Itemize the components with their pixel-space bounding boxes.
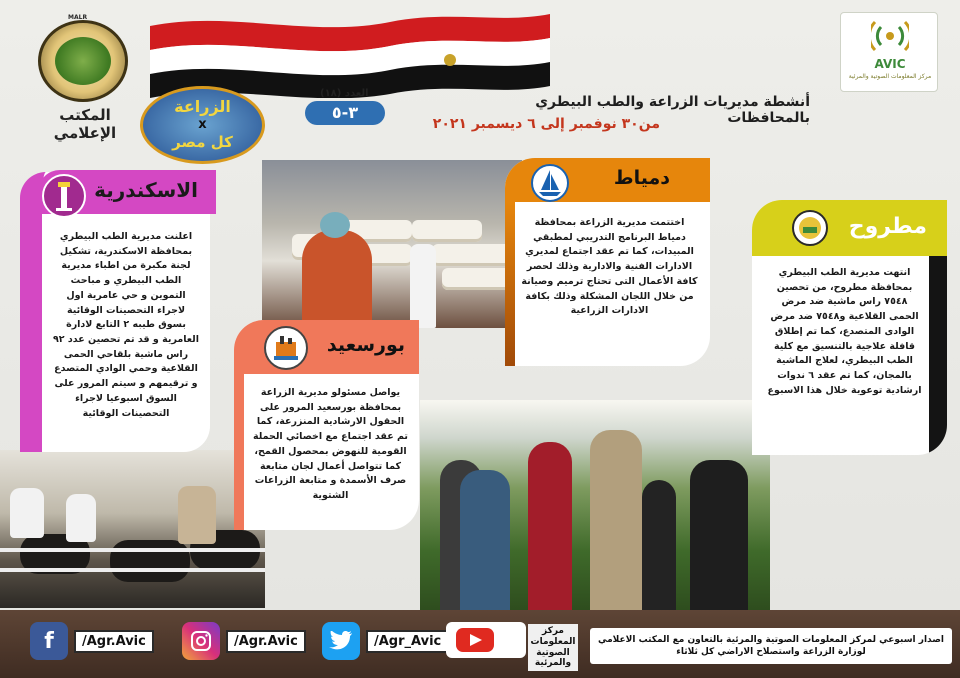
alexandria-header [38, 170, 216, 214]
slogan-x: x [198, 117, 207, 132]
avic-name: AVIC [874, 57, 906, 71]
twitter-icon [322, 622, 360, 660]
ministry-logo-text: MALR [68, 14, 88, 21]
matrouh-title: مطروح [848, 214, 927, 239]
instagram-handle[interactable]: /Agr.Avic [226, 630, 306, 653]
lighthouse-icon [42, 174, 86, 218]
portsaid-title: بورسعيد [326, 334, 405, 356]
damietta-header [505, 158, 710, 202]
page-title: أنشطة مديريات الزراعة والطب البيطري بالمحافظات [535, 94, 810, 126]
issue-number-badge: ٣-٥ [305, 101, 385, 125]
twitter-link[interactable] [322, 620, 449, 662]
footer-text: اصدار اسبوعي لمركز المعلومات الصوتية والمرئية بالتعاون مع المكتب الاعلامي لوزارة الزراعة واستصلاح الاراضي كل ثلاثاء [590, 628, 952, 664]
slogan-line1: الزراعة [174, 97, 231, 116]
portsaid-header [234, 320, 419, 374]
date-range: من٣٠ نوفمبر إلى ٦ ديسمبر ٢٠٢١ [432, 116, 660, 132]
field-visit-photo [420, 400, 770, 610]
youtube-link[interactable] [446, 622, 526, 658]
warehouse-photo [262, 160, 522, 328]
livestock-photo [0, 450, 265, 608]
card-matrouh [752, 200, 947, 455]
alexandria-title: الاسكندرية [94, 178, 198, 202]
youtube-channel-label: مركز المعلومات الصوتية والمرئية [528, 624, 578, 671]
slogan-line2: كل مصر [172, 133, 233, 151]
media-office-label: المكتب الإعلامي [53, 106, 117, 142]
twitter-handle[interactable]: /Agr_Avic [366, 630, 449, 653]
avic-subtitle: مركز المعلومات الصوتية والمرئية [848, 73, 932, 80]
portsaid-emblem-icon [264, 326, 308, 370]
egypt-flag-ribbon [150, 8, 550, 98]
alexandria-text: اعلنت مديرية الطب البيطري بمحافظة الاسكندرية، تشكيل لجنة مكبرة من اطباء مديرية الطب البيطري و مباحث التموين و حي عامرية اول لاجراء التحصينات الوقائية بسوق طيبه ٢ التابع لادارة العامرية و قد تم تحصين عدد ٩٢ راس ماشية بلقاحي الحمى القلاعية وحمي الوادي المتصدع و ترقيمهم و سيتم المرور على السوق اسبوعيا لاجراء التحصينات الوقائية [52, 231, 199, 419]
instagram-link[interactable] [182, 620, 306, 662]
facebook-handle[interactable]: /Agr.Avic [74, 630, 154, 653]
matrouh-emblem-icon [792, 210, 828, 246]
slogan-oval [140, 86, 265, 164]
card-portsaid [234, 320, 419, 530]
facebook-icon: f [30, 622, 68, 660]
youtube-icon [456, 628, 494, 652]
portsaid-text: يواصل مسئولو مديرية الزراعة بمحافظة بورسعيد المرور على الحقول الارشادية المنزرعة، كما تم عقد اجتماع مع اخصائي الحملة القومية للنهوض بمحصول القمح، كما تتواصل أعمال لجان متابعة صرف الأسمدة و متابعة الزراعات الشتوية [252, 387, 409, 502]
card-damietta [505, 158, 710, 366]
matrouh-header [752, 200, 947, 256]
damietta-text: اختتمت مديرية الزراعة بمحافظة دمياط البرنامج التدريبي لمطبقي المبيدات، كما تم عقد اجتماع لمديري الادارات الفنية والادارية وذلك لحصر كافة الأعمال التى تحتاج ترميم وصيانة من خلال اللجان المشكلة وذلك بكافة الادارات الزراعية [521, 217, 698, 317]
matrouh-text: انتهت مديرية الطب البيطري بمحافظة مطروح، من تحصين ٧٥٤٨ راس ماشية ضد مرض الحمى القلاعية و٧٥٤٨ ضد مرض الوادى المتصدع، كما تم إطلاق قافلة علاجية بالتنسيق مع كلية الطب البيطري، لعلاج الماشية بالمجان، كما تم عقد ٦ ندوات ارشادية توعوية خلال هذا الاسبوع [767, 267, 922, 396]
card-alexandria [20, 172, 210, 452]
issue-label: العدد (١٨) [320, 88, 369, 99]
instagram-icon [182, 622, 220, 660]
ministry-logo [38, 20, 128, 102]
broadcast-icon [871, 19, 909, 53]
facebook-link[interactable] [30, 620, 154, 662]
sailboat-icon [531, 164, 569, 202]
avic-logo [840, 12, 938, 92]
damietta-title: دمياط [613, 167, 670, 189]
